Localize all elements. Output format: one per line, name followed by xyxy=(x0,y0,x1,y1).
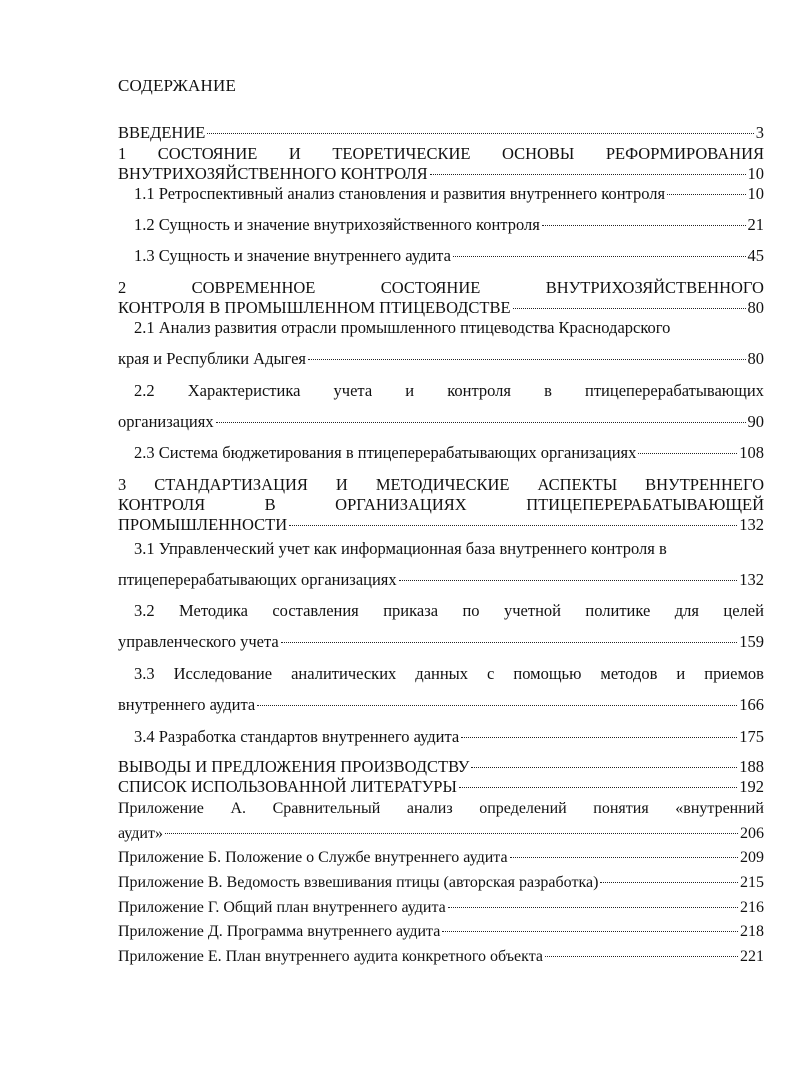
toc-page-number: 90 xyxy=(747,412,764,431)
toc-word: Приложение xyxy=(118,800,204,817)
toc-word: А. xyxy=(230,800,247,817)
toc-word: РЕФОРМИРОВАНИЯ xyxy=(605,144,764,163)
toc-entry-text: 2.3 Система бюджетирования в птицеперерабатывающих организациях xyxy=(134,443,637,462)
toc-page-number: 80 xyxy=(747,298,764,317)
toc-entry-text: Приложение В. Ведомость взвешивания птицы (авторская разработка) xyxy=(118,874,599,891)
toc-section-3-1-line2 xyxy=(118,569,764,591)
toc-chapter-1-line1 xyxy=(118,143,764,165)
toc-page-number: 216 xyxy=(740,899,764,916)
toc-appendix-e xyxy=(118,946,764,968)
toc-word: и xyxy=(405,381,415,400)
toc-entry-text: внутреннего аудита xyxy=(118,695,256,714)
toc-word: с xyxy=(487,664,495,683)
toc-word: целей xyxy=(723,601,764,620)
page-title: СОДЕРЖАНИЕ xyxy=(118,76,237,95)
leader-dots xyxy=(442,931,738,932)
leader-dots xyxy=(257,705,737,706)
toc-section-2-2-line1 xyxy=(134,380,764,402)
toc-word: ОРГАНИЗАЦИЯХ xyxy=(335,495,467,514)
toc-word: для xyxy=(674,601,699,620)
toc-word: аналитических xyxy=(291,664,397,683)
toc-word: СОВРЕМЕННОЕ xyxy=(191,278,316,297)
toc-page-number: 192 xyxy=(739,777,764,796)
toc-entry-text: 3.4 Разработка стандартов внутреннего аудита xyxy=(134,727,460,746)
toc-chapter-2-line1 xyxy=(118,277,764,299)
toc-word: приказа xyxy=(383,601,439,620)
toc-chapter-3-line3 xyxy=(118,514,764,536)
toc-page-number: 209 xyxy=(740,849,764,866)
leader-dots xyxy=(453,256,746,257)
toc-appendix-b xyxy=(118,847,764,869)
toc-entry-text: 1.2 Сущность и значение внутрихозяйственного контроля xyxy=(134,215,540,234)
toc-page-number: 175 xyxy=(739,727,764,746)
toc-page-number: 188 xyxy=(739,757,764,776)
toc-bibliography xyxy=(118,776,764,798)
toc-chapter-3-line1 xyxy=(118,474,764,496)
leader-dots xyxy=(638,453,737,454)
leader-dots xyxy=(281,642,738,643)
leader-dots xyxy=(667,194,745,195)
toc-page-number: 3 xyxy=(755,123,764,142)
toc-word: Сравнительный xyxy=(272,800,381,817)
toc-word: Исследование xyxy=(173,664,273,683)
toc-entry-text: аудит» xyxy=(118,825,163,842)
toc-entry-text: 1.3 Сущность и значение внутреннего аудита xyxy=(134,246,451,265)
toc-page-number: 159 xyxy=(739,632,764,651)
toc-word: ОСНОВЫ xyxy=(501,144,575,163)
toc-entry-text: ВЫВОДЫ И ПРЕДЛОЖЕНИЯ ПРОИЗВОДСТВУ xyxy=(118,757,470,776)
toc-word: Характеристика xyxy=(187,381,301,400)
toc-entry-text: СПИСОК ИСПОЛЬЗОВАННОЙ ЛИТЕРАТУРЫ xyxy=(118,777,457,796)
toc-appendix-v xyxy=(118,872,764,894)
toc-word: методов xyxy=(600,664,658,683)
leader-dots xyxy=(600,882,738,883)
toc-section-2-2-line2 xyxy=(118,411,764,433)
toc-section-2-3 xyxy=(134,442,764,464)
toc-word: ВНУТРИХОЗЯЙСТВЕННОГО xyxy=(545,278,764,297)
leader-dots xyxy=(399,580,738,581)
toc-word: политике xyxy=(585,601,651,620)
leader-dots xyxy=(459,787,737,788)
toc-word: составления xyxy=(272,601,359,620)
toc-word: И xyxy=(288,144,301,163)
toc-word: помощью xyxy=(513,664,582,683)
leader-dots xyxy=(461,737,737,738)
toc-page-number: 166 xyxy=(739,695,764,714)
toc-word: в xyxy=(544,381,552,400)
leader-dots xyxy=(430,174,746,175)
toc-entry-text: 1.1 Ретроспективный анализ становления и развития внутреннего контроля xyxy=(134,184,666,203)
toc-word: определений xyxy=(479,800,567,817)
toc-entry-text: ВВЕДЕНИЕ xyxy=(118,123,206,142)
toc-word: приемов xyxy=(704,664,764,683)
toc-section-3-3-line2 xyxy=(118,694,764,716)
toc-word: ВНУТРЕННЕГО xyxy=(645,475,764,494)
toc-word: анализ xyxy=(406,800,453,817)
toc-entry-text: Приложение Д. Программа внутреннего аудита xyxy=(118,923,441,940)
toc-section-2-1-line2 xyxy=(118,348,764,370)
leader-dots xyxy=(207,133,753,134)
toc-word: 3.3 xyxy=(134,664,155,683)
leader-dots xyxy=(545,956,738,957)
toc-page-number: 221 xyxy=(740,948,764,965)
toc-word: И xyxy=(335,475,348,494)
toc-word: МЕТОДИЧЕСКИЕ xyxy=(375,475,510,494)
toc-word: СОСТОЯНИЕ xyxy=(157,144,258,163)
toc-section-1-2 xyxy=(134,214,764,236)
toc-appendix-d xyxy=(118,921,764,943)
toc-word: учетной xyxy=(503,601,561,620)
toc-entry-text: ПРОМЫШЛЕННОСТИ xyxy=(118,515,288,534)
toc-chapter-2-line2 xyxy=(118,297,764,319)
toc-word: ПТИЦЕПЕРЕРАБАТЫВАЮЩЕЙ xyxy=(526,495,764,514)
toc-section-3-2-line2 xyxy=(118,631,764,653)
leader-dots xyxy=(471,767,737,768)
toc-page-number: 108 xyxy=(739,443,764,462)
toc-section-3-2-line1 xyxy=(134,600,764,622)
leader-dots xyxy=(448,907,738,908)
toc-entry-text: 3.1 Управленческий учет как информационная база внутреннего контроля в xyxy=(134,539,667,558)
toc-word: АСПЕКТЫ xyxy=(537,475,618,494)
toc-page-number: 218 xyxy=(740,923,764,940)
toc-page-number: 10 xyxy=(747,184,764,203)
toc-entry-text: Приложение Е. План внутреннего аудита конкретного объекта xyxy=(118,948,544,965)
toc-word: 2.2 xyxy=(134,381,155,400)
toc-word: В xyxy=(264,495,276,514)
toc-word: СТАНДАРТИЗАЦИЯ xyxy=(154,475,308,494)
toc-word: Методика xyxy=(179,601,248,620)
toc-word: СОСТОЯНИЕ xyxy=(380,278,481,297)
toc-word: птицеперерабатывающих xyxy=(585,381,764,400)
toc-word: ТЕОРЕТИЧЕСКИЕ xyxy=(332,144,471,163)
toc-page-number: 132 xyxy=(739,515,764,534)
toc-word: контроля xyxy=(447,381,511,400)
toc-page-number: 215 xyxy=(740,874,764,891)
toc-section-1-1 xyxy=(134,183,764,205)
toc-word: учета xyxy=(333,381,373,400)
toc-entry-text: 2.1 Анализ развития отрасли промышленного птицеводства Краснодарского xyxy=(134,318,671,337)
toc-page-number: 206 xyxy=(740,825,764,842)
toc-section-3-4 xyxy=(134,726,764,748)
leader-dots xyxy=(513,308,746,309)
toc-word: и xyxy=(676,664,686,683)
toc-word: 3.2 xyxy=(134,601,155,620)
toc-word: понятия xyxy=(593,800,649,817)
toc-entry-text: Приложение Г. Общий план внутреннего аудита xyxy=(118,899,446,916)
toc-page-number: 21 xyxy=(747,215,764,234)
toc-word: 3 xyxy=(118,475,127,494)
leader-dots xyxy=(289,525,737,526)
toc-word: КОНТРОЛЯ xyxy=(118,495,206,514)
toc-entry-text: края и Республики Адыгея xyxy=(118,349,307,368)
toc-page-number: 132 xyxy=(739,570,764,589)
toc-appendix-a-line1 xyxy=(118,798,764,820)
toc-entry-text: птицеперерабатывающих организациях xyxy=(118,570,397,589)
leader-dots xyxy=(165,833,738,834)
toc-word: 2 xyxy=(118,278,127,297)
toc-word: данных xyxy=(415,664,469,683)
toc-section-1-3 xyxy=(134,245,764,267)
leader-dots xyxy=(216,422,746,423)
toc-conclusions xyxy=(118,756,764,778)
toc-page-number: 10 xyxy=(747,164,764,183)
toc-entry-introduction xyxy=(118,122,764,144)
toc-chapter-3-line2 xyxy=(118,494,764,516)
toc-section-3-3-line1 xyxy=(134,663,764,685)
toc-word: «внутренний xyxy=(675,800,764,817)
leader-dots xyxy=(510,857,738,858)
toc-section-2-1-line1 xyxy=(134,317,764,339)
toc-entry-text: ВНУТРИХОЗЯЙСТВЕННОГО КОНТРОЛЯ xyxy=(118,164,428,183)
toc-word: 1 xyxy=(118,144,127,163)
toc-word: по xyxy=(462,601,480,620)
toc-page-number: 80 xyxy=(747,349,764,368)
toc-entry-text: Приложение Б. Положение о Службе внутреннего аудита xyxy=(118,849,508,866)
toc-appendix-a-line2 xyxy=(118,823,764,845)
leader-dots xyxy=(308,359,745,360)
toc-section-3-1-line1 xyxy=(134,538,764,560)
toc-page-number: 45 xyxy=(747,246,764,265)
toc-entry-text: управленческого учета xyxy=(118,632,279,651)
toc-entry-text: КОНТРОЛЯ В ПРОМЫШЛЕННОМ ПТИЦЕВОДСТВЕ xyxy=(118,298,511,317)
leader-dots xyxy=(542,225,746,226)
toc-chapter-1-line2 xyxy=(118,163,764,185)
toc-entry-text: организациях xyxy=(118,412,214,431)
toc-appendix-g xyxy=(118,897,764,919)
